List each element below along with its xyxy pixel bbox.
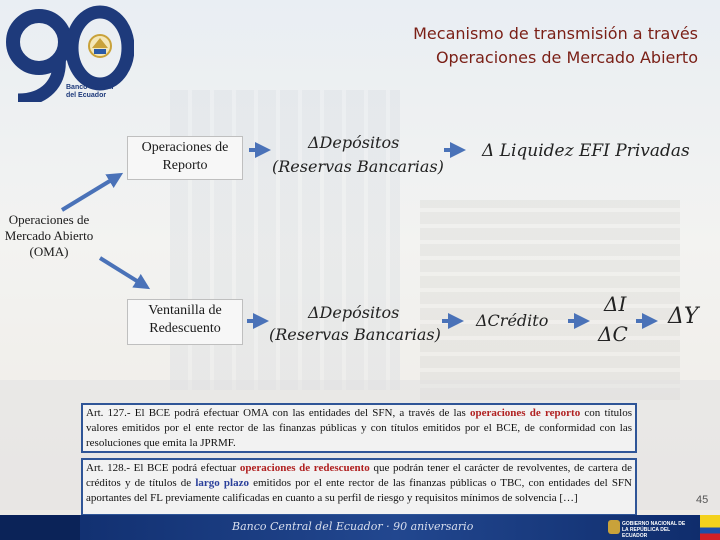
logo-text-line2: del Ecuador — [66, 92, 107, 99]
upper-reserves-label: (Reservas Bancarias) — [272, 157, 444, 176]
arrow-oma-to-reporto — [62, 176, 118, 210]
coat-of-arms-icon — [608, 520, 620, 534]
article-128-text: Art. 128.- El BCE podrá efectuar — [86, 462, 240, 474]
logo-text-line1: Banco Central — [66, 84, 114, 91]
footer-left-block — [0, 515, 80, 540]
slide-title-line2: Operaciones de Mercado Abierto — [435, 48, 698, 67]
reporto-box: Operaciones de Reporto — [127, 136, 243, 180]
footer-bar — [0, 515, 720, 540]
delta-y-label: ΔY — [668, 304, 699, 329]
article-127-text: Art. 127.- El BCE podrá efectuar OMA con las entidades del SFN, a través de las — [86, 407, 470, 419]
footer-tagline: Banco Central del Ecuador · 90 aniversario — [232, 520, 474, 533]
arrow-oma-to-redescuento — [100, 258, 145, 286]
oma-label: Operaciones de Mercado Abierto (OMA) — [4, 212, 94, 259]
credit-label: ΔCrédito — [476, 311, 549, 330]
article-128-box — [81, 458, 637, 516]
upper-deposits-label: ΔDepósitos — [308, 133, 400, 152]
lower-deposits-label: ΔDepósitos — [308, 303, 400, 322]
footer-government-text: GOBIERNO NACIONAL DE LA REPÚBLICA DEL ECUADOR — [622, 521, 686, 539]
article-128-text-mid: que podrán tener el carácter de revolventes, de cartera de créditos y de títulos de — [86, 462, 632, 489]
ecuador-flag-icon — [700, 515, 720, 540]
slide-title-line1: Mecanismo de transmisión a través — [413, 24, 698, 43]
article-128-highlight: operaciones de redescuento — [239, 462, 370, 474]
article-128-highlight-2: largo plazo — [195, 477, 249, 489]
page-number: 45 — [696, 494, 709, 506]
article-127-highlight: operaciones de reporto — [469, 407, 581, 419]
delta-c-label: ΔC — [598, 322, 628, 346]
delta-i-label: ΔI — [604, 292, 627, 316]
redescuento-box: Ventanilla de Redescuento — [127, 299, 243, 345]
liquidity-label: Δ Liquidez EFI Privadas — [482, 141, 690, 161]
lower-reserves-label: (Reservas Bancarias) — [269, 325, 441, 344]
article-127-box — [81, 403, 637, 453]
article-127-text-end: con títulos valores emitidos por el ente rector de las finanzas públicas y con títulos emitidos por el BCE, de conformidad con las resoluciones que emita la JPRMF. — [86, 407, 632, 449]
article-128-text-end: emitidos por el ente rector de las finanzas públicas o TBC, con entidades del SFN aportantes del FL previamente calificadas en cuanto a su perfil de riesgo y requisitos mínimos de solvencia […] — [86, 477, 632, 504]
